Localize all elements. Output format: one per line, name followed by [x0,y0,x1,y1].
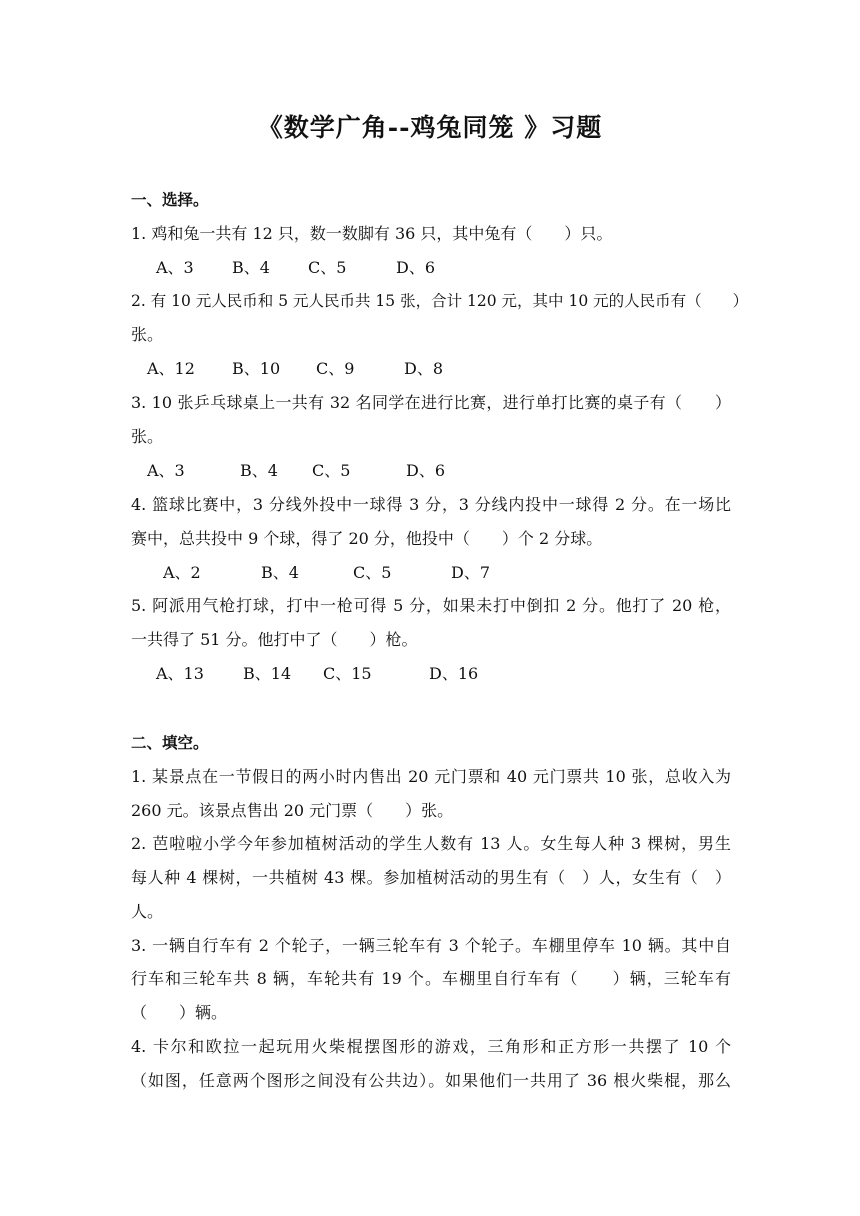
question-1-option-d: D、6 [396,258,436,277]
question-2-text-line2: 张。 [131,325,164,344]
question-3-option-d: D、6 [406,461,446,480]
question-4-option-a: A、2 [163,563,201,582]
page-title: 《数学广角--鸡兔同笼 》习题 [257,113,603,142]
question-5-option-b: B、14 [243,664,292,683]
question-2-option-d: D、8 [404,359,444,378]
fill-question-1-line2: 260 元。该景点售出 20 元门票（ ）张。 [131,801,454,820]
question-1-option-a: A、3 [156,258,194,277]
question-5-option-d: D、16 [429,664,479,683]
section-heading-choice: 一、选择。 [131,191,209,209]
question-2-option-b: B、10 [232,359,281,378]
question-1-option-b: B、4 [232,258,270,277]
question-2-option-c: C、9 [316,359,355,378]
question-4-text-line2: 赛中，总共投中 9 个球，得了 20 分，他投中（ ）个 2 分球。 [131,529,603,548]
fill-question-3-line1: 3. 一辆自行车有 2 个轮子，一辆三轮车有 3 个轮子。车棚里停车 10 辆。其中自 [131,936,731,955]
fill-question-3-line3: （ ）辆。 [131,1003,228,1022]
fill-question-2-line1: 2. 芭啦啦小学今年参加植树活动的学生人数有 13 人。女生每人种 3 棵树，男生 [131,834,731,853]
fill-question-4-line1: 4. 卡尔和欧拉一起玩用火柴棍摆图形的游戏，三角形和正方形一共摆了 10 个 [131,1037,731,1056]
fill-question-1-line1: 1. 某景点在一节假日的两小时内售出 20 元门票和 40 元门票共 10 张，总收入为 [131,767,731,786]
question-2-option-a: A、12 [147,359,195,378]
question-5-option-c: C、15 [323,664,372,683]
question-4-option-b: B、4 [261,563,299,582]
section-heading-fill-blank: 二、填空。 [131,734,209,752]
fill-question-4-line2: （如图，任意两个图形之间没有公共边）。如果他们一共用了 36 根火柴棍，那么 [131,1071,731,1090]
question-4-text-line1: 4. 篮球比赛中，3 分线外投中一球得 3 分，3 分线内投中一球得 2 分。在一场比 [131,495,731,514]
question-2-text-line1: 2. 有 10 元人民币和 5 元人民币共 15 张，合计 120 元，其中 10 元的人民币有（ ） [131,292,749,310]
question-1-option-c: C、5 [308,258,347,277]
question-3-text-line2: 张。 [131,427,164,446]
fill-question-2-line3: 人。 [131,902,164,921]
question-4-option-d: D、7 [451,563,491,582]
question-3-option-b: B、4 [240,461,278,480]
fill-question-2-line2: 每人种 4 棵树，一共植树 43 棵。参加植树活动的男生有（ ）人，女生有（ ） [131,868,731,887]
question-5-option-a: A、13 [156,664,204,683]
question-3-text-line1: 3. 10 张乒乓球桌上一共有 32 名同学在进行比赛，进行单打比赛的桌子有（ ） [131,393,731,412]
question-3-option-a: A、3 [147,461,185,480]
question-4-option-c: C、5 [353,563,392,582]
question-5-text-line1: 5. 阿派用气枪打球，打中一枪可得 5 分，如果未打中倒扣 2 分。他打了 20 枪， [131,596,731,615]
fill-question-3-line2: 行车和三轮车共 8 辆，车轮共有 19 个。车棚里自行车有（ ）辆，三轮车有 [131,969,731,988]
question-1-text: 1. 鸡和兔一共有 12 只，数一数脚有 36 只，其中兔有（ ）只。 [131,224,613,243]
question-3-option-c: C、5 [312,461,351,480]
question-5-text-line2: 一共得了 51 分。他打中了（ ）枪。 [131,630,418,649]
